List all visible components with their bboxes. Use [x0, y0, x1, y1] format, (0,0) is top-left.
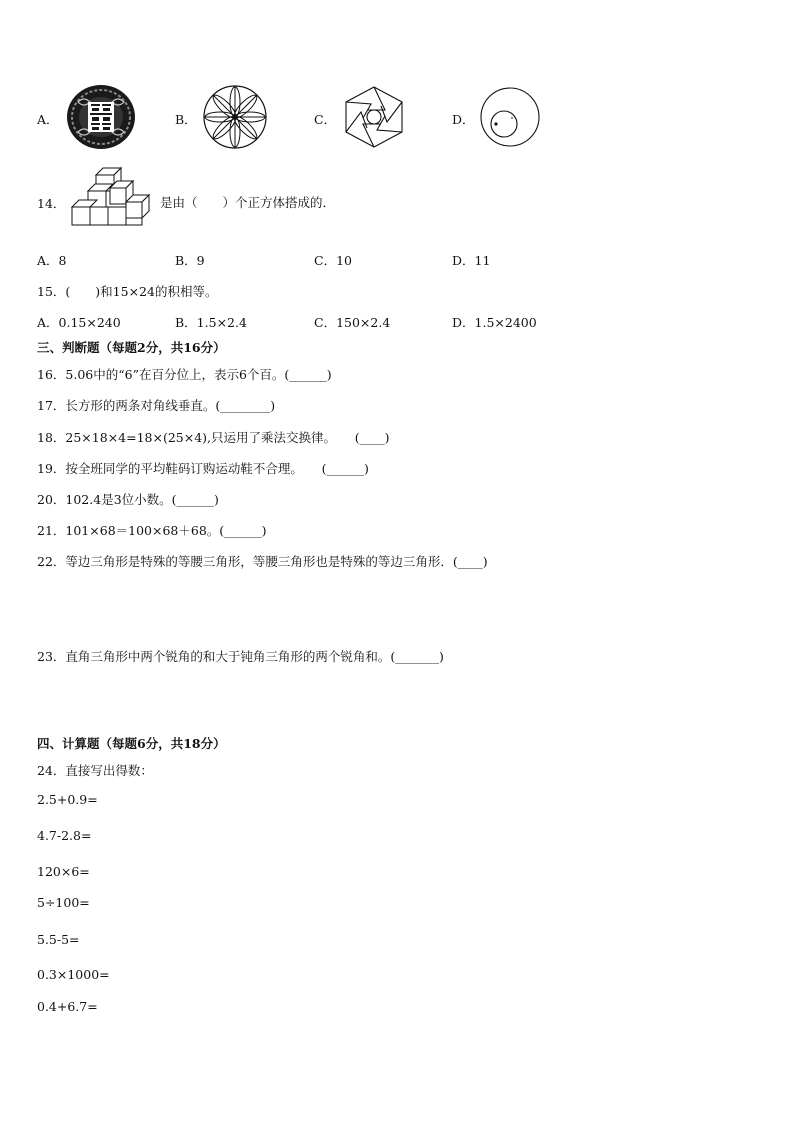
q17-item: 17．长方形的两条对角线垂直。(________)	[37, 398, 276, 413]
expression-item: 0.4+6.7=	[37, 999, 98, 1014]
q15-option-d: D．1.5×2400	[452, 315, 537, 330]
q14-number: 14．	[37, 196, 66, 211]
q14-option-b: B．9	[175, 253, 205, 268]
double-happiness-emblem-icon	[66, 84, 136, 150]
expression-item: 4.7-2.8=	[37, 828, 92, 843]
flower-rosette-icon	[202, 84, 268, 150]
q21-item: 21．101×68＝100×68＋68。(______)	[37, 523, 267, 538]
q13-option-b-letter: B．	[175, 112, 197, 127]
q14-option-d: D．11	[452, 253, 491, 268]
expression-item: 5÷100=	[37, 895, 90, 910]
section-3-title: 三、判断题（每题2分，共16分）	[37, 340, 226, 355]
q13-option-a-letter: A．	[37, 112, 59, 127]
q15-option-c: C．150×2.4	[314, 315, 391, 330]
q14-question-text: 是由（ ）个正方体搭成的．	[160, 195, 336, 210]
pinwheel-hexagon-icon	[339, 84, 409, 150]
q15-question-text: 15．( )和15×24的积相等。	[37, 284, 218, 299]
q13-option-d-letter: D．	[452, 112, 475, 127]
q20-item: 20．102.4是3位小数。(______)	[37, 492, 219, 507]
circle-with-dot-icon	[478, 86, 542, 148]
stacked-cubes-icon	[66, 163, 152, 233]
expression-item: 0.3×1000=	[37, 967, 110, 982]
q18-item: 18．25×18×4=18×(25×4),只运用了乘法交换律。 (____)	[37, 430, 390, 445]
section-4-title: 四、计算题（每题6分，共18分）	[37, 736, 226, 751]
q22-item: 22．等边三角形是特殊的等腰三角形，等腰三角形也是特殊的等边三角形．(____)	[37, 554, 488, 569]
q15-option-a: A．0.15×240	[37, 315, 121, 330]
expression-item: 2.5+0.9=	[37, 792, 98, 807]
q15-option-b: B．1.5×2.4	[175, 315, 247, 330]
expression-item: 5.5-5=	[37, 932, 80, 947]
q14-option-a: A．8	[37, 253, 67, 268]
q13-option-c-letter: C．	[314, 112, 337, 127]
expression-item: 120×6=	[37, 864, 90, 879]
q14-option-c: C．10	[314, 253, 352, 268]
q24-title: 24．直接写出得数：	[37, 763, 153, 778]
q23-item: 23．直角三角形中两个锐角的和大于钝角三角形的两个锐角和。(_______)	[37, 649, 444, 664]
q16-item: 16．5.06中的“6”在百分位上，表示6个百。(______)	[37, 367, 332, 382]
q19-item: 19．按全班同学的平均鞋码订购运动鞋不合理。 (______)	[37, 461, 369, 476]
